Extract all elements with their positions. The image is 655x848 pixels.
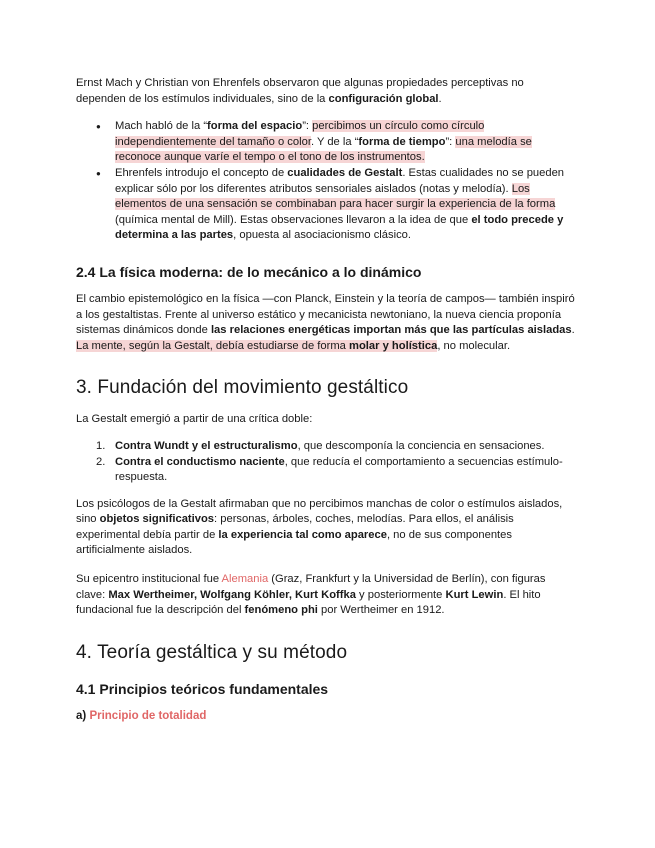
list-item: ● Ehrenfels introdujo el concepto de cualidades de Gestalt. Estas cualidades no se pueden explicar sólo por los diferentes atributos sensoriales aislados (notas y melodía). Los elementos de una sensación se combinaban para hacer surgir la experiencia de la forma (química mental de Mill). Estas observaciones llevaron a la idea de que el todo precede y determina a las partes, opuesta al asociacionismo clásico. xyxy=(76,166,576,244)
paragraph: La Gestalt emergió a partir de una crítica doble: xyxy=(76,413,313,426)
bold-text: configuración global xyxy=(328,92,439,105)
highlight: La mente, según la Gestalt, debía estudiarse de forma molar y holística xyxy=(76,339,438,352)
colored-text: Alemania xyxy=(221,573,269,586)
intro-paragraph xyxy=(76,76,576,107)
bullet-list xyxy=(76,119,576,244)
list-item: ● Mach habló de la “forma del espacio”: percibimos un círculo como círculo independientemente del tamaño o color. Y de la “forma de tiempo”: una melodía se reconoce aunque varíe el tempo o el tono de los instrumentos. xyxy=(76,119,576,166)
colored-text: Principio de totalidad xyxy=(89,709,207,722)
section-heading: 3. Fundación del movimiento gestáltico xyxy=(76,377,409,399)
highlight: percibimos un círculo como círculo independientemente del tamaño o color xyxy=(115,120,485,148)
section-heading: 2.4 La física moderna: de lo mecánico a lo dinámico xyxy=(76,263,422,280)
principle-label: a) Principio de totalidad xyxy=(76,709,207,722)
highlight: una melodía se reconoce aunque varíe el tempo o el tono de los instrumentos. xyxy=(115,135,532,164)
numbered-list xyxy=(76,439,576,486)
section-heading: 4. Teoría gestáltica y su método xyxy=(76,641,348,663)
subsection-heading: 4.1 Principios teóricos fundamentales xyxy=(76,680,329,697)
paragraph: El cambio epistemológico en la física —con Planck, Einstein y la teoría de campos— también inspiró a los gestaltistas. Frente al universo estático y mecanicista newtoniano, la nueva ciencia proponía sistemas dinámicos donde las relaciones energéticas importan más que las partículas aisladas. La mente, según la Gestalt, debía estudiarse de forma molar y holística, no molecular. xyxy=(76,292,575,352)
paragraph: Los psicólogos de la Gestalt afirmaban que no percibimos manchas de color o estímulos aislados, sino objetos significativos: personas, árboles, coches, melodías. Para ellos, el análisis experimental debía partir de la experiencia tal como aparece, no de sus componentes artificialmente aislados. xyxy=(76,497,563,557)
text: . xyxy=(438,92,442,105)
document-page xyxy=(76,76,576,724)
list-item: 2. Contra el conductismo naciente, que reducía el comportamiento a secuencias estímulo-respuesta. xyxy=(96,455,563,484)
list-item: 1. Contra Wundt y el estructuralismo, que descomponía la conciencia en sensaciones. xyxy=(96,439,545,452)
paragraph: Su epicentro institucional fue Alemania (Graz, Frankfurt y la Universidad de Berlín), con figuras clave: Max Wertheimer, Wolfgang Köhler, Kurt Koffka y posteriormente Kurt Lewin. El hito fundacional fue la descripción del fenómeno phi por Wertheimer en 1912. xyxy=(76,573,546,617)
highlight: Los elementos de una sensación se combinaban para hacer surgir la experiencia de la forma xyxy=(115,182,556,211)
text: Ernst Mach y Christian von Ehrenfels observaron que algunas propiedades perceptivas no dependen de los estímulos individuales, sino de la xyxy=(76,77,524,105)
